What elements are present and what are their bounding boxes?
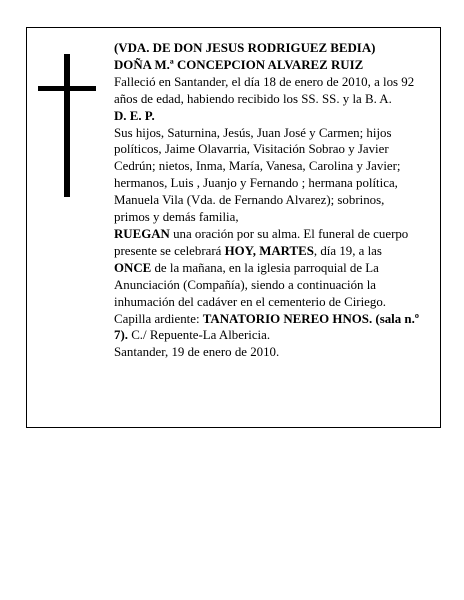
death-announcement: Falleció en Santander, el día 18 de enero de 2010, a los 92 años de edad, habiendo recibido los SS. SS. y la B. A. (114, 74, 415, 106)
cross-icon (64, 54, 70, 197)
family-list: Sus hijos, Saturnina, Jesús, Juan José y Carmen; hijos políticos, Jaime Olavarria, Visitación Sobrao y Javier Cedrún; nietos, Inma, María, Vanesa, Carolina y Javier; hermanos, Luis , Juanjo y Fernando ; hermana política, Manuela Vila (Vda. de Fernando Alvarez); sobrinos, primos y demás familia, (114, 125, 401, 225)
chapel-name: TANATORIO NEREO HNOS. (sala n.º 7). (114, 311, 420, 343)
cross-icon-bar (38, 86, 96, 91)
heading-deceased-name: DOÑA M.ª CONCEPCION ALVAREZ RUIZ (114, 57, 364, 72)
dep-line: D. E. P. (114, 108, 155, 123)
funeral-request: RUEGAN una oración por su alma. El funeral de cuerpo presente se celebrará HOY, MARTES, día 19, a las ONCE de la mañana, en la iglesia parroquial de La Anunciación (Compañía), siendo a continuación la inhumación del cadáver en el cementerio de Ciriego. (114, 226, 409, 309)
hoy-martes: HOY, MARTES (224, 243, 314, 258)
date-place: Santander, 19 de enero de 2010. (114, 345, 280, 360)
chapel-info: Capilla ardiente: TANATORIO NEREO HNOS. (sala n.º 7). C./ Repuente-La Albericia. (114, 311, 420, 343)
obituary-content (114, 40, 422, 361)
heading-widow-of: (VDA. DE DON JESUS RODRIGUEZ BEDIA) (114, 41, 376, 55)
once-word: ONCE (114, 260, 152, 275)
ruegan-word: RUEGAN (114, 226, 170, 241)
